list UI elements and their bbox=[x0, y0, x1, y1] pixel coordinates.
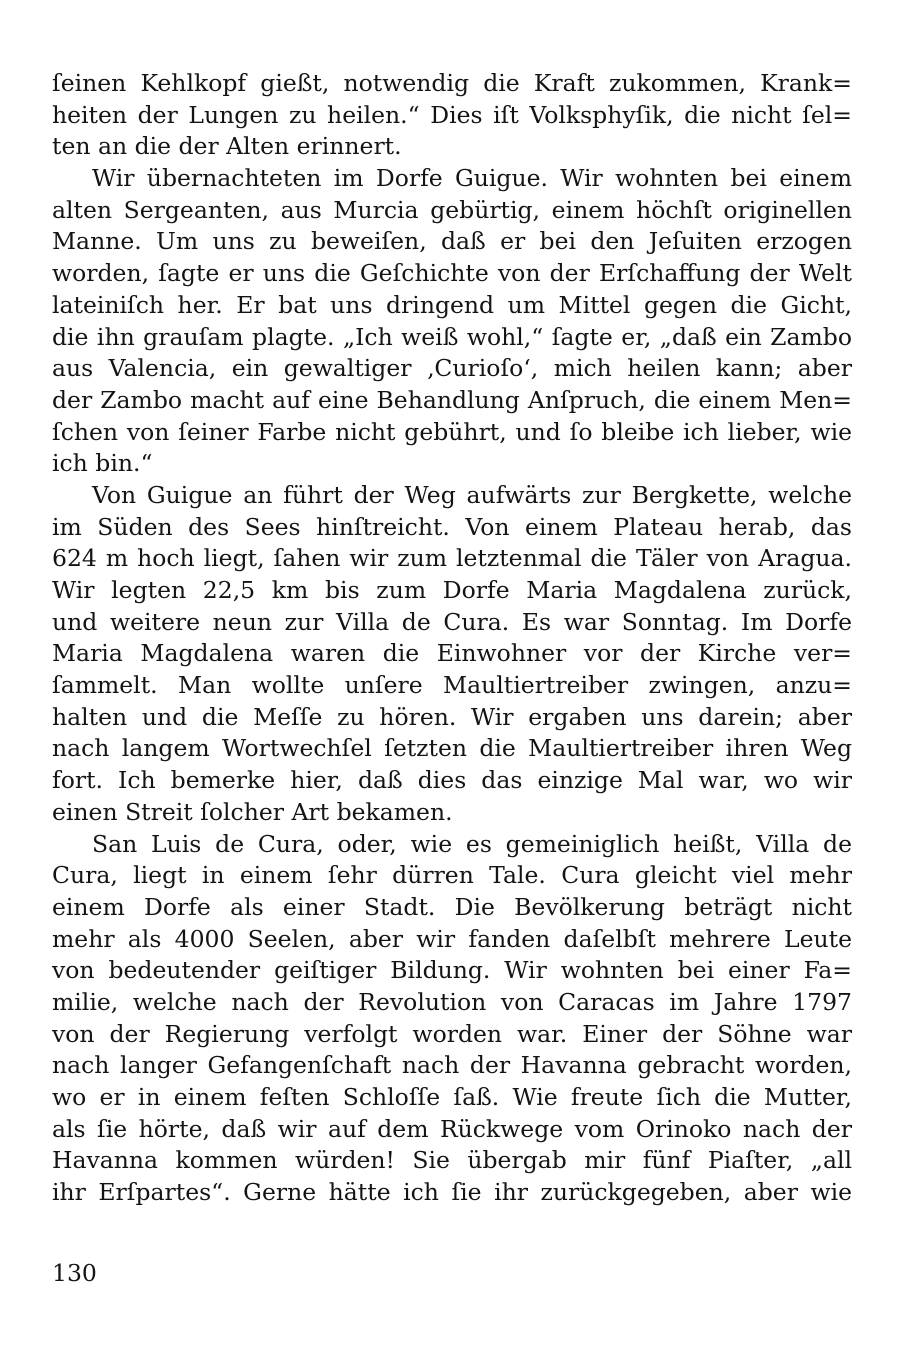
text-line: einem Dorfe als einer Stadt. Die Bevölkerung beträgt nicht bbox=[52, 892, 852, 921]
text-line: der Zambo macht auf eine Behandlung Anſpruch, die einem Men= bbox=[52, 385, 852, 414]
text-line: Von Guigue an führt der Weg aufwärts zur Bergkette, welche bbox=[92, 480, 852, 509]
text-line: 624 m hoch liegt, ſahen wir zum letztenmal die Täler von Aragua. bbox=[52, 544, 852, 573]
text-line: heiten der Lungen zu heilen.“ Dies iſt Volksphyſik, die nicht ſel= bbox=[52, 100, 852, 129]
text-line: ſammelt. Man wollte unſere Maultiertreiber zwingen, anzu= bbox=[52, 671, 852, 700]
text-line: wo er in einem feſten Schloſſe ſaß. Wie freute ſich die Mutter, bbox=[52, 1083, 852, 1111]
text-line: im Süden des Sees hinſtreicht. Von einem Plateau herab, das bbox=[52, 512, 852, 541]
text-line: fort. Ich bemerke hier, daß dies das einzige Mal war, wo wir bbox=[52, 766, 852, 795]
text-line: halten und die Meſſe zu hören. Wir ergaben uns darein; aber bbox=[52, 702, 852, 731]
paragraph bbox=[52, 68, 852, 163]
paragraph bbox=[52, 829, 852, 1209]
text-line: nach langem Wortwechſel ſetzten die Maultiertreiber ihren Weg bbox=[52, 734, 852, 763]
text-line: alten Sergeanten, aus Murcia gebürtig, einem höchſt originellen bbox=[52, 195, 852, 224]
text-line: als ſie hörte, daß wir auf dem Rückwege vom Orinoko nach der bbox=[52, 1114, 852, 1143]
text-line: ich bin.“ bbox=[52, 449, 153, 478]
text-line: aus Valencia, ein gewaltiger ‚Curioſo‘, mich heilen kann; aber bbox=[52, 354, 852, 383]
text-line: mehr als 4000 Seelen, aber wir fanden daſelbſt mehrere Leute bbox=[52, 924, 852, 953]
text-line: Manne. Um uns zu beweiſen, daß er bei den Jeſuiten erzogen bbox=[52, 227, 852, 256]
text-line: ihr Erſpartes“. Gerne hätte ich ſie ihr zurückgegeben, aber wie bbox=[52, 1178, 852, 1207]
text-line: ten an die der Alten erinnert. bbox=[52, 132, 402, 161]
text-line: und weitere neun zur Villa de Cura. Es war Sonntag. Im Dorfe bbox=[52, 607, 852, 636]
text-line: Cura, liegt in einem ſehr dürren Tale. Cura gleicht viel mehr bbox=[52, 861, 852, 890]
page-body bbox=[52, 68, 852, 1209]
text-line: lateiniſch her. Er bat uns dringend um Mittel gegen die Gicht, bbox=[52, 290, 852, 319]
paragraph bbox=[52, 480, 852, 829]
text-line: einen Streit ſolcher Art bekamen. bbox=[52, 797, 453, 826]
text-line: ſchen von ſeiner Farbe nicht gebührt, und ſo bleibe ich lieber, wie bbox=[52, 417, 852, 446]
text-line: milie, welche nach der Revolution von Caracas im Jahre 1797 bbox=[52, 987, 852, 1016]
text-line: von bedeutender geiſtiger Bildung. Wir wohnten bei einer Fa= bbox=[52, 956, 852, 985]
text-line: Wir legten 22,5 km bis zum Dorfe Maria Magdalena zurück, bbox=[52, 576, 852, 604]
text-line: ſeinen Kehlkopf gießt, notwendig die Kraft zukommen, Krank= bbox=[52, 69, 852, 97]
text-block bbox=[52, 68, 852, 1209]
page-number: 130 bbox=[52, 1259, 97, 1287]
paragraph bbox=[52, 163, 852, 480]
text-line: Havanna kommen würden! Sie übergab mir fünf Piaſter, „all bbox=[52, 1146, 852, 1175]
text-line: Maria Magdalena waren die Einwohner vor der Kirche ver= bbox=[52, 639, 852, 668]
text-line: San Luis de Cura, oder, wie es gemeiniglich heißt, Villa de bbox=[92, 829, 852, 858]
text-line: von der Regierung verfolgt worden war. Einer der Söhne war bbox=[52, 1019, 852, 1048]
text-line: nach langer Gefangenſchaft nach der Havanna gebracht worden, bbox=[52, 1051, 852, 1080]
text-line: worden, ſagte er uns die Geſchichte von der Erſchaffung der Welt bbox=[52, 259, 852, 288]
text-line: die ihn grauſam plagte. „Ich weiß wohl,“ ſagte er, „daß ein Zambo bbox=[52, 322, 852, 351]
text-line: Wir übernachteten im Dorfe Guigue. Wir wohnten bei einem bbox=[92, 164, 852, 193]
